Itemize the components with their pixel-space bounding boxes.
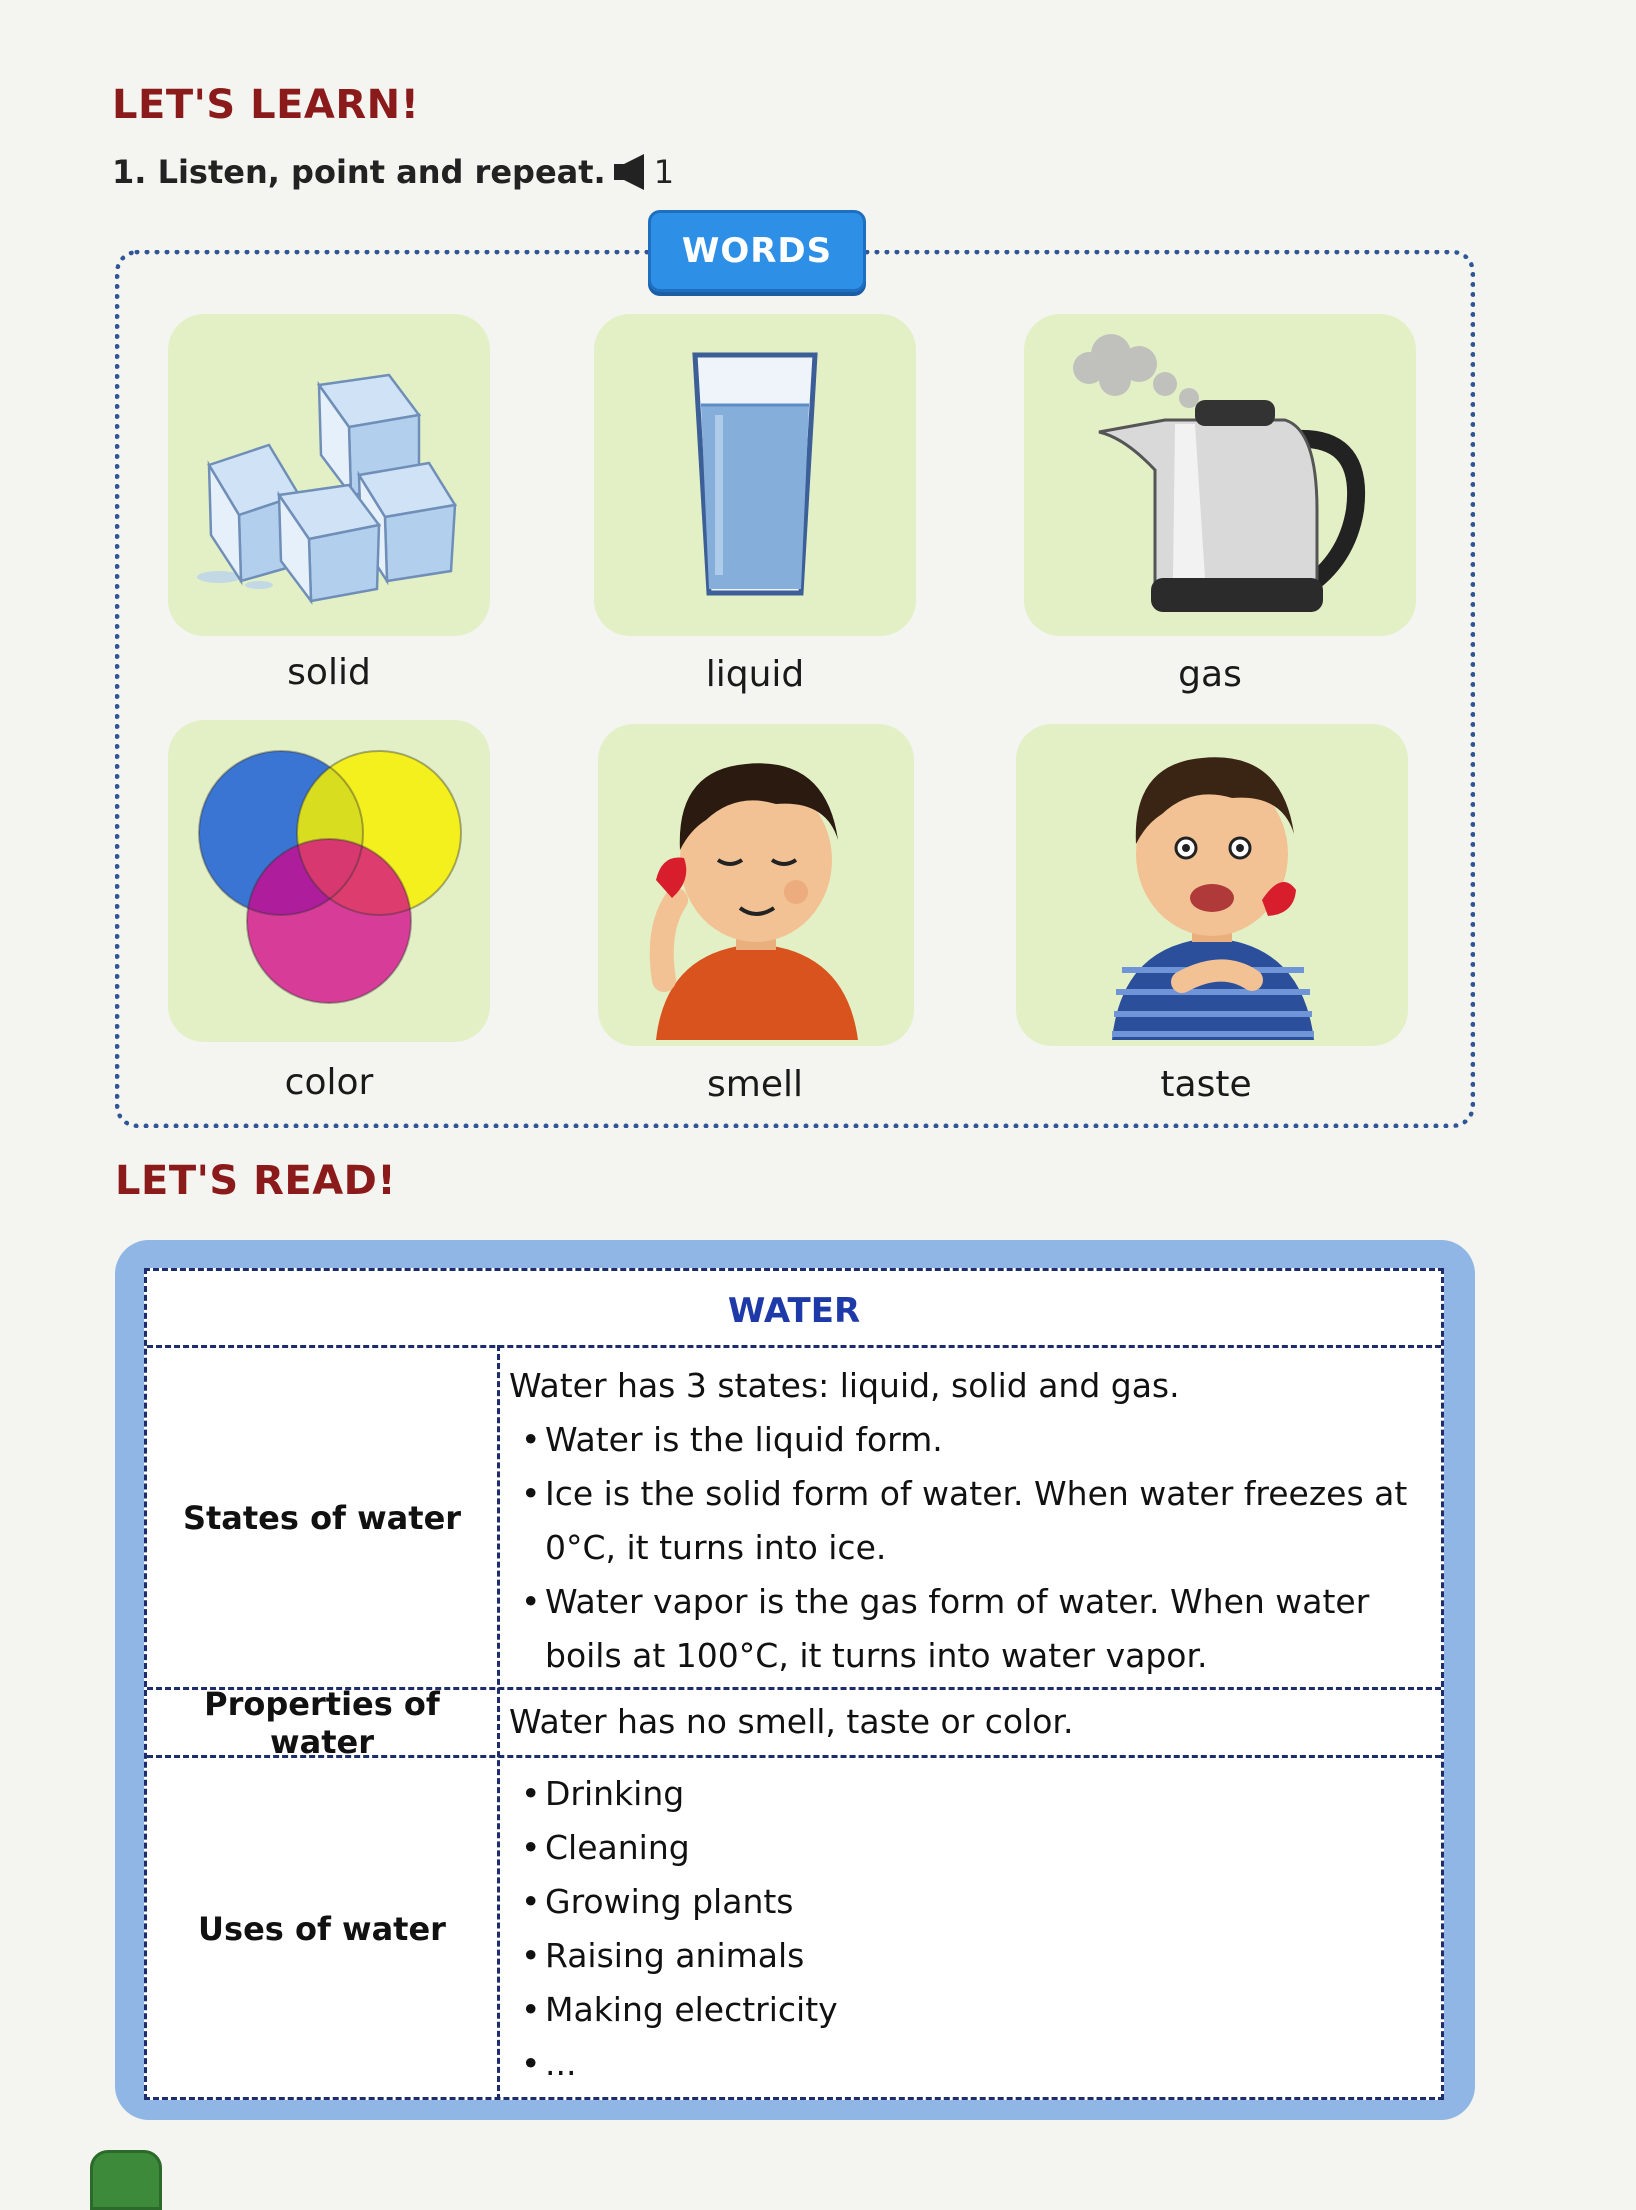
row-label-properties: Properties of water (204, 1684, 440, 1761)
word-card-taste[interactable] (1016, 724, 1408, 1046)
states-bullet: • Ice is the solid form of water. When water freezes at 0°C, it turns into ice. (509, 1467, 1431, 1575)
words-badge: WORDS (648, 210, 866, 292)
row-content-uses (509, 1767, 1431, 2091)
row-content-properties: Water has no smell, taste or color. (509, 1702, 1074, 1741)
column-divider (497, 1345, 500, 2100)
word-label-taste: taste (1160, 1064, 1252, 1105)
uses-bullet: • Raising animals (509, 1929, 1431, 1983)
uses-bullet: • Cleaning (509, 1821, 1431, 1875)
color-circles-icon (189, 741, 469, 1021)
word-label-smell: smell (707, 1064, 803, 1105)
boy-tasting-icon (1082, 730, 1342, 1040)
water-glass-icon (685, 345, 825, 605)
boy-smelling-icon (626, 730, 886, 1040)
row-label-states: States of water (182, 1498, 462, 1537)
states-bullet: • Water vapor is the gas form of water. When water boils at 100°C, it turns into water vapor. (509, 1575, 1431, 1683)
uses-bullet: • ... (509, 2037, 1431, 2091)
word-label-liquid: liquid (705, 654, 805, 695)
uses-bullet: • Making electricity (509, 1983, 1431, 2037)
steaming-kettle-icon (1055, 320, 1385, 630)
speaker-icon[interactable] (612, 152, 648, 192)
word-card-gas[interactable] (1024, 314, 1416, 636)
ice-cubes-icon (179, 345, 479, 605)
word-card-smell[interactable] (598, 724, 914, 1046)
read-heading: LET'S READ! (115, 1158, 397, 1204)
audio-track-number: 1 (653, 153, 675, 191)
states-intro: Water has 3 states: liquid, solid and gas. (509, 1366, 1180, 1405)
uses-bullet: • Drinking (509, 1767, 1431, 1821)
word-label-gas: gas (1178, 654, 1242, 695)
table-title: WATER (727, 1291, 861, 1331)
word-label-solid: solid (287, 652, 371, 693)
uses-bullet: • Growing plants (509, 1875, 1431, 1929)
instruction (112, 152, 674, 192)
learn-heading: LET'S LEARN! (112, 82, 420, 128)
row-content-states (509, 1359, 1431, 1683)
word-label-color: color (284, 1062, 374, 1103)
water-table (144, 1268, 1444, 2100)
row-label-uses: Uses of water (198, 1910, 446, 1948)
instruction-text: 1. Listen, point and repeat. (112, 153, 606, 191)
word-card-solid[interactable] (168, 314, 490, 636)
word-card-liquid[interactable] (594, 314, 916, 636)
word-card-color[interactable] (168, 720, 490, 1042)
page-number-tab (90, 2150, 162, 2210)
states-bullet: • Water is the liquid form. (509, 1413, 1431, 1467)
